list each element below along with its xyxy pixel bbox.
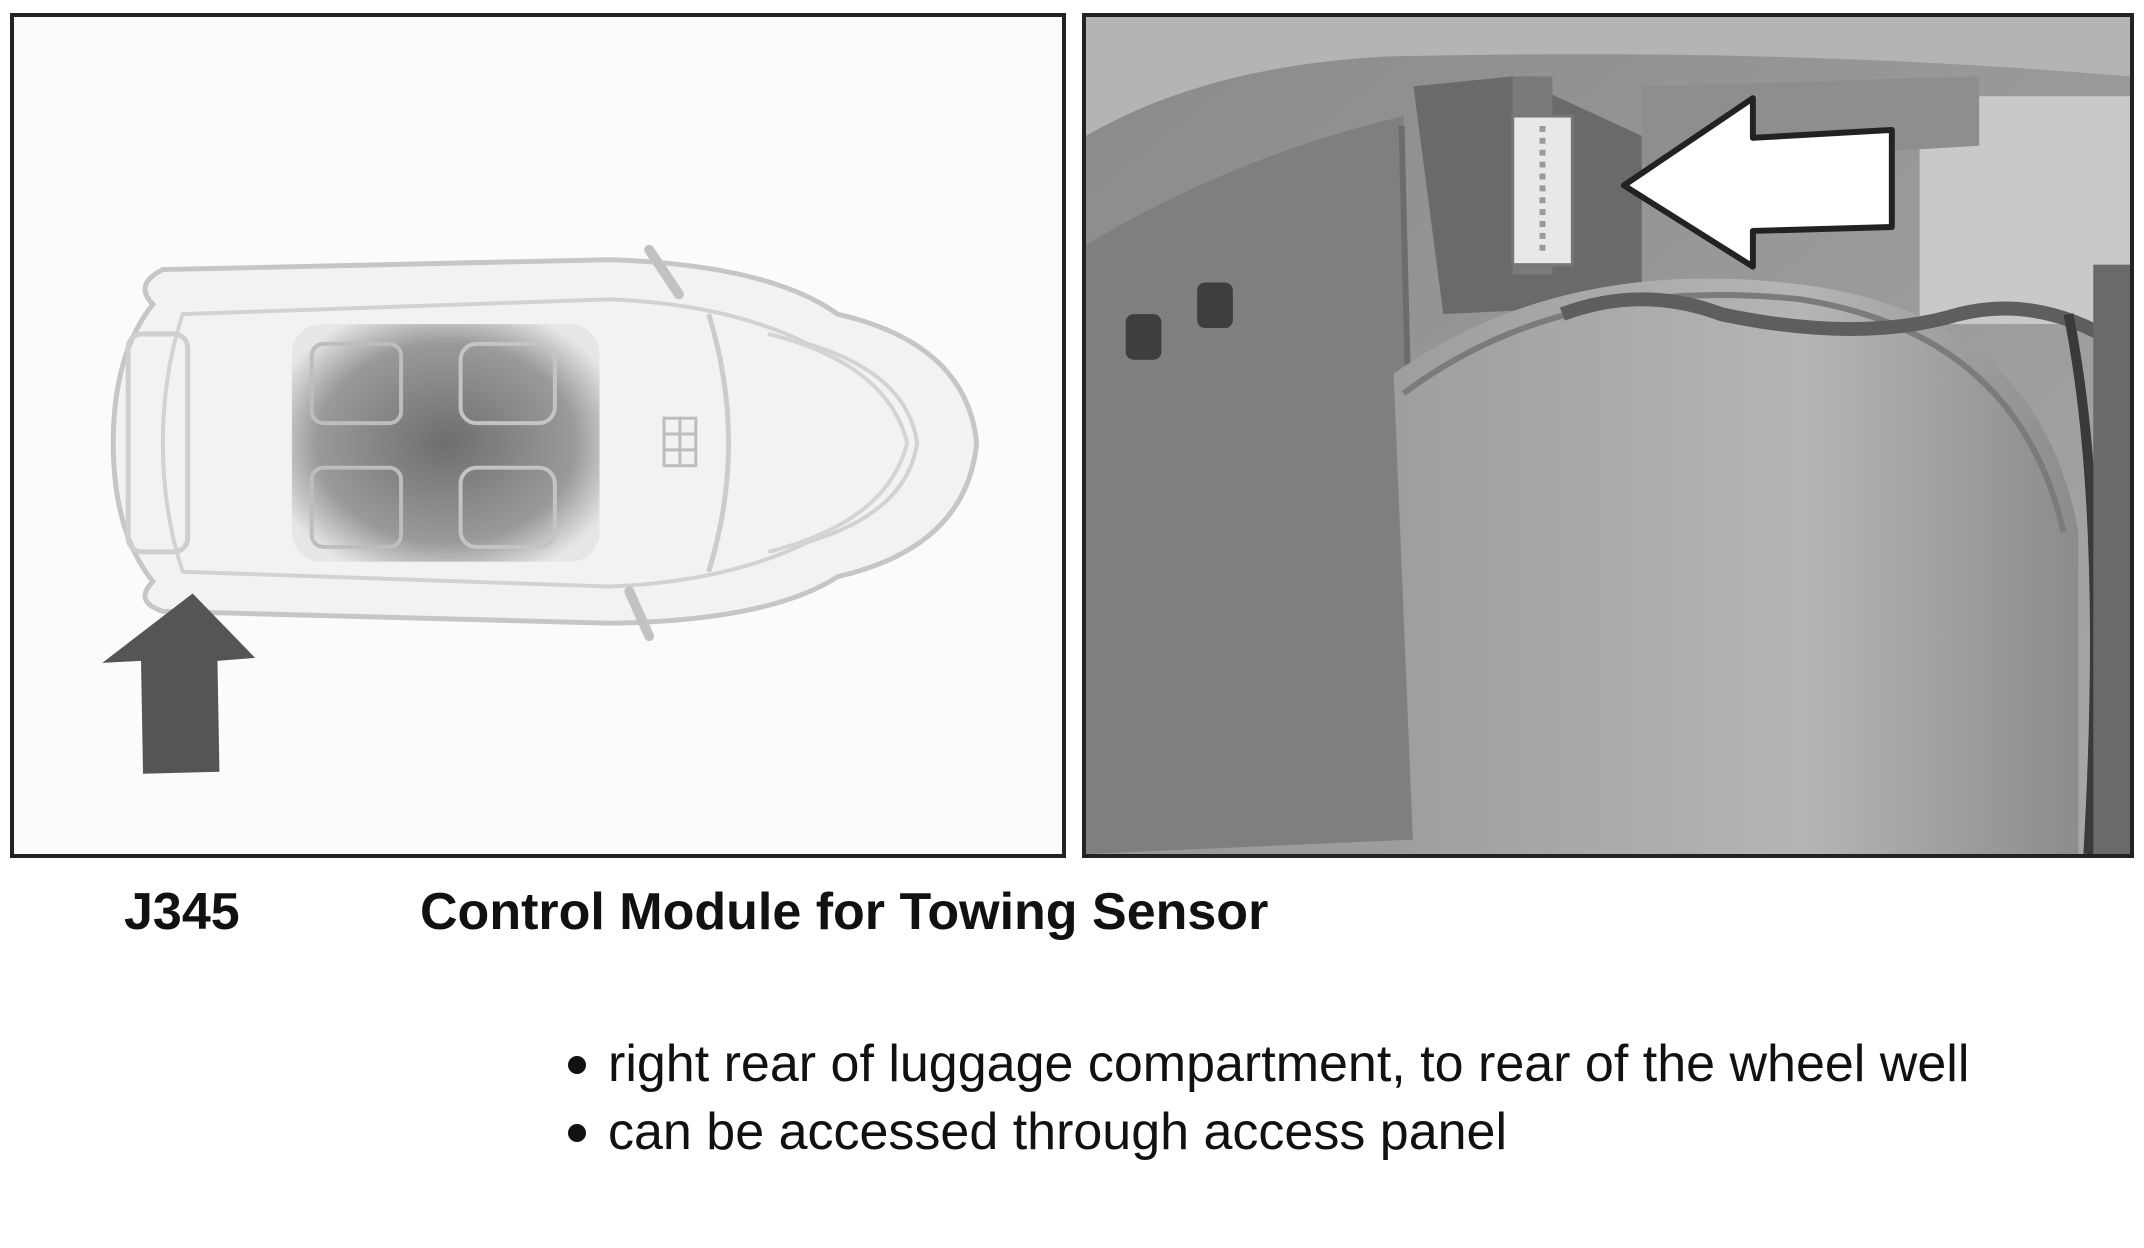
component-title: Control Module for Towing Sensor [420,883,1269,941]
list-item: can be accessed through access panel [560,1098,2100,1166]
location-notes [560,1030,2100,1166]
arrow-left-icon [1086,17,2130,854]
luggage-compartment-photo [1082,13,2134,858]
component-code: J345 [124,883,240,941]
vehicle-location-diagram [10,13,1066,858]
arrow-up-icon [14,17,1062,854]
list-item: right rear of luggage compartment, to rear of the wheel well [560,1030,2100,1098]
